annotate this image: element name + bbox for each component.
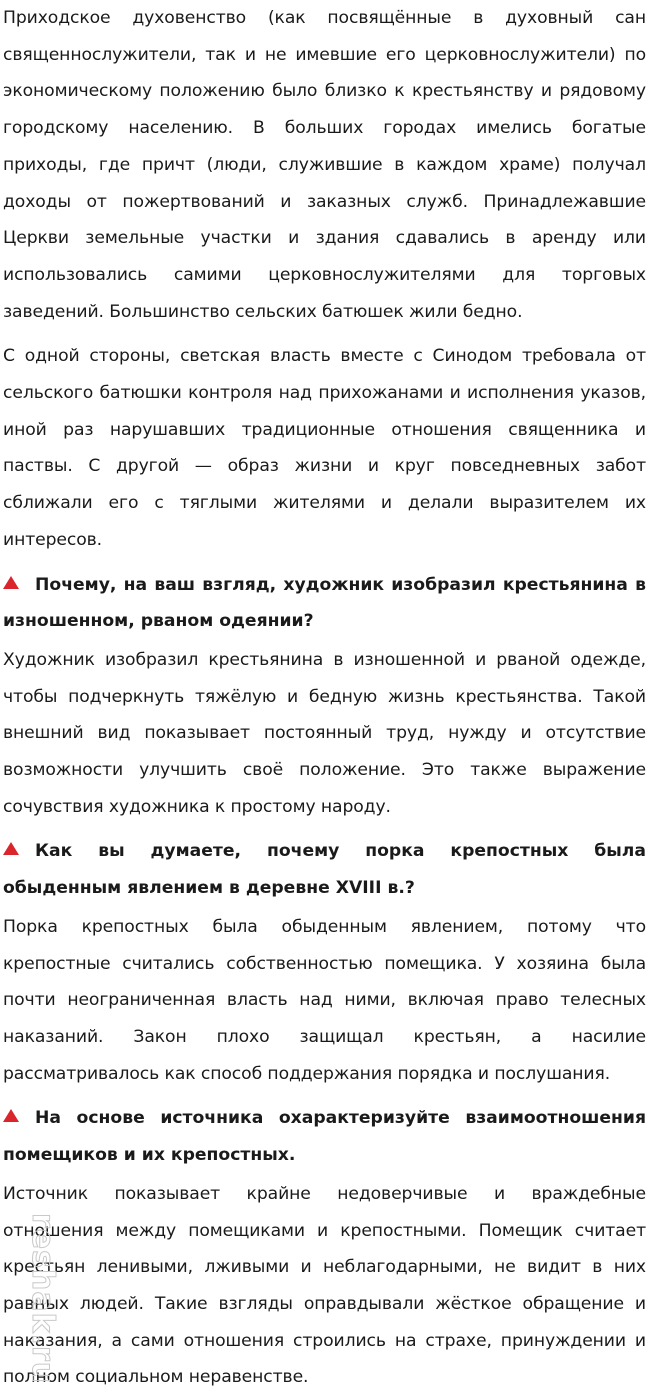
- question-2: [3, 833, 646, 906]
- paragraph-clergy-role: С одной стороны, светская власть вместе с Синодом требовала от сельского батюшки контроля над прихожанами и исполнения указов, иной раз нарушавших традиционные отношения священника и паствы. С другой — образ жизни и круг повседневных забот сближали его с тяглыми жителями и делали выразителем их интересов.: [3, 346, 646, 550]
- question-1: [3, 567, 646, 640]
- red-triangle-icon: [3, 1109, 19, 1122]
- red-triangle-icon: [3, 842, 19, 855]
- answer-2: Порка крепостных была обыденным явлением, потому что крепостные считались собственностью помещика. У хозяина была почти неограниченная власть над ними, включая право телесных наказаний. Закон плохо защищал крестьян, а насилие рассматривалось как способ поддержания порядка и послушания.: [3, 916, 646, 1084]
- question-2-text: Как вы думаете, почему порка крепостных была обыденным явлением в деревне XVIII в.?: [3, 841, 646, 899]
- answer-1: Художник изобразил крестьянина в изношенной и рваной одежде, чтобы подчеркнуть тяжёлую и бедную жизнь крестьянства. Такой внешний вид показывает постоянный труд, нужду и отсутствие возможности улучшить своё положение. Это также выражение сочувствия художника к простому народу.: [3, 649, 646, 817]
- red-triangle-icon: [3, 576, 19, 589]
- question-3-text: На основе источника охарактеризуйте взаимоотношения помещиков и их крепостных.: [3, 1108, 646, 1166]
- paragraph-clergy-economics: Приходское духовенство (как посвящённые в духовный сан священнослужители, так и не имевшие его церковнослужители) по экономическому положению было близко к крестьянству и рядовому городскому населению. В больших городах имелись богатые приходы, где причт (люди, служившие в каждом храме) получал доходы от пожертвований и заказных служб. Принадлежавшие Церкви земельные участки и здания сдавались в аренду или использовались самими церковнослужителями для торговых заведений. Большинство сельских батюшек жили бедно.: [3, 8, 646, 322]
- question-1-text: Почему, на ваш взгляд, художник изобразил крестьянина в изношенном, рваном одеянии?: [3, 574, 646, 632]
- question-3: [3, 1100, 646, 1173]
- answer-3: Источник показывает крайне недоверчивые и враждебные отношения между помещиками и крепостными. Помещик считает крестьян ленивыми, лживыми и неблагодарными, не видит в них равных людей. Такие взгляды оправдывали жёсткое обращение и наказания, а сами отношения строились на страхе, принуждении и полном социальном неравенстве.: [3, 1183, 646, 1388]
- watermark-text: reshak.ru: [25, 1213, 60, 1385]
